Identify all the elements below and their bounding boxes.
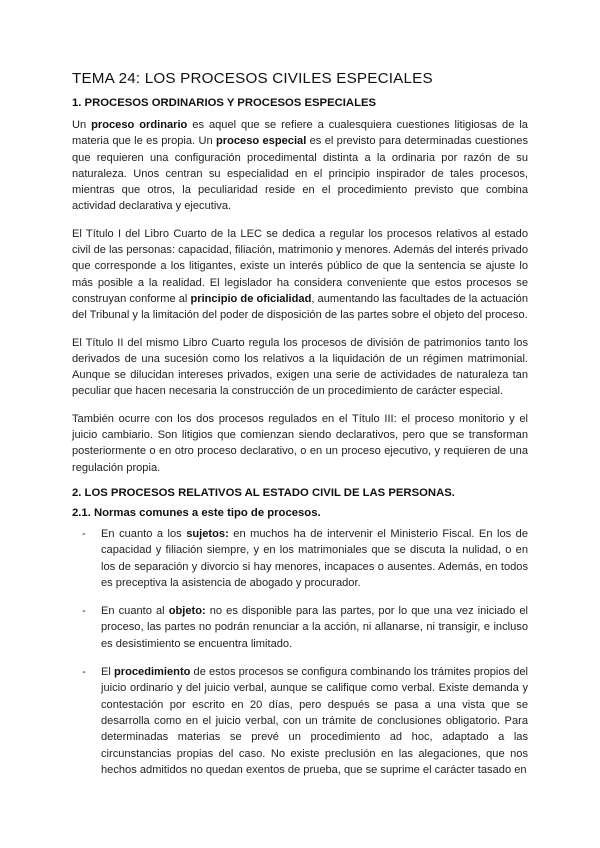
term-procedimiento: procedimiento [113, 666, 191, 679]
paragraph-4: También ocurre con los dos procesos regulados en el Título III: el proceso monitorio y el juicio cambiario. Son litigios que comienzan siendo declarativos, pero que se transforman posteriormente o en otro proceso declarativo, o en un proceso ejecutivo, y requieren de una regulación propia. [72, 412, 528, 474]
term-proceso-especial: proceso especial [216, 135, 307, 148]
list-item [72, 526, 528, 591]
term-objeto: objeto: [168, 605, 206, 618]
p1-text-d: es el previsto para determinadas cuestiones que requieren una configuración procedimental distinta a la ordinaria por razón de su naturaleza. Unos centran su especialidad en el principio inspirador de tales procesos, mientras que otros, la peculiaridad reside en el procedimiento previsto que combina actividad declarativa y ejecutiva. [72, 135, 528, 213]
term-sujetos: sujetos: [186, 527, 229, 540]
paragraph-3: El Título II del mismo Libro Cuarto regula los procesos de división de patrimonios tanto los derivados de una sucesión como los relativos a la liquidación de un régimen matrimonial. Aunque se dilucidan intereses privados, exigen una serie de actividades de naturaleza tan peculiar que hacen necesaria la construcción de un procedimiento de carácter especial. [72, 336, 528, 398]
list-item [72, 603, 528, 652]
section-1-heading: 1. PROCESOS ORDINARIOS Y PROCESOS ESPECIALES [72, 97, 377, 109]
term-proceso-ordinario: proceso ordinario [91, 119, 188, 131]
bullet-dash: - [82, 527, 86, 540]
p2-text-a: El Título I del Libro Cuarto de la LEC se dedica a regular los procesos relativos al estado civil de las personas: capacidad, filiación, matrimonio y menores. Además del interés privado que corresponde a los litigantes, existe un interés público de que la sentencia se ajuste lo más posible a la realidad. El legislador ha considera conveniente que estos procesos se construyan conforme al [72, 227, 528, 305]
bullet-list [72, 526, 528, 778]
paragraph-1 [72, 117, 528, 215]
paragraph-2 [72, 226, 528, 324]
list-item [72, 664, 528, 778]
bullet-dash: - [82, 605, 86, 618]
bullet-text: En cuanto a los [101, 527, 187, 540]
p2-text-c: , aumentando las facultades de la actuación del Tribunal y la limitación del poder de disposición de las partes sobre el objeto del proceso. [72, 292, 528, 322]
subsection-2-1-heading: 2.1. Normas comunes a este tipo de procesos. [72, 506, 321, 519]
p1-text-c: es aquel que se refiere a cualesquiera cuestiones litigiosas de la materia que le es propia. Un [72, 119, 528, 148]
bullet-text: El [101, 666, 114, 679]
bullet-text: de estos procesos se configura combinando los trámites propios del juicio ordinario y del juicio verbal, aunque se califique como verbal. Existe demanda y contestación por escrito en 20 días, pero después se pasa a una vista que se desarrolla como en el juicio verbal, con un trámite de conclusiones obligatorio. Para determinadas materias se prevé un procedimiento ad hoc, adaptado a las circunstancias propias del caso. No existe preclusión en las alegaciones, que nos hechos admitidos no quedan exentos de prueba, que se suprime el carácter tasado en [101, 666, 529, 776]
bullet-dash: - [82, 666, 86, 679]
p1-text-a: Un [72, 119, 92, 131]
bullet-text: En cuanto al [101, 605, 169, 618]
page-title: TEMA 24: LOS PROCESOS CIVILES ESPECIALES [72, 70, 433, 87]
section-2-heading: 2. LOS PROCESOS RELATIVOS AL ESTADO CIVIL DE LAS PERSONAS. [72, 486, 455, 499]
bullet-text: no es disponible para las partes, por lo que una vez iniciado el proceso, las partes no podrán renunciar a la acción, ni allanarse, ni transigir, e incluso es desistimiento se encuentra limitado. [101, 605, 528, 650]
bullet-text: en muchos ha de intervenir el Ministerio Fiscal. En los de capacidad y filiación siempre, y en los matrimoniales que se discuta la nulidad, o en los de separación y divorcio si hay menores, incapaces o ausentes. Además, en todos es preceptiva la asistencia de abogado y procurador. [101, 527, 529, 589]
term-principio-oficialidad: principio de oficialidad [190, 292, 312, 305]
